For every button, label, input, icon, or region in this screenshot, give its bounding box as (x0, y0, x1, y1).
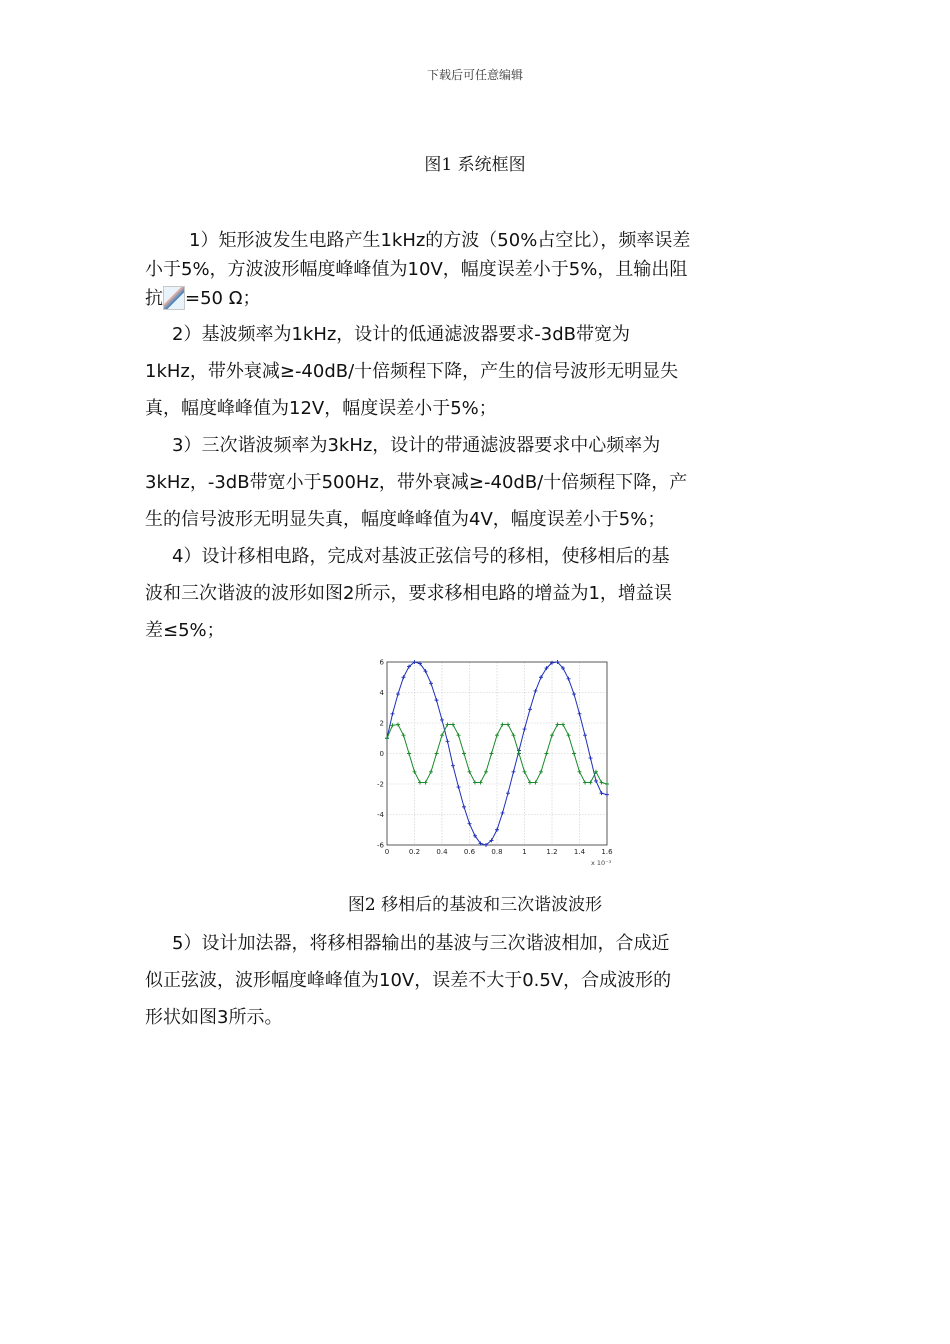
broken-image-icon (163, 286, 185, 310)
item3-paragraph (145, 427, 805, 538)
item3-line2: 3kHz，-3dB带宽小于500Hz，带外衰减≥-40dB/十倍频程下降，产 (145, 472, 688, 493)
item1-paragraph (145, 226, 805, 313)
item3-line1: 3）三次谐波频率为3kHz，设计的带通滤波器要求中心频率为 (172, 435, 661, 456)
x-exponent-label: x 10⁻³ (591, 859, 612, 865)
y-tick-label: -2 (377, 780, 384, 789)
item5-line2: 似正弦波，波形幅度峰峰值为10V，误差不大于0.5V，合成波形的 (145, 970, 672, 991)
item2-line1: 2）基波频率为1kHz，设计的低通滤波器要求-3dB带宽为 (172, 324, 631, 345)
y-tick-label: -4 (377, 811, 384, 819)
item5-paragraph (145, 925, 805, 1036)
x-tick-label: 1.6 (601, 848, 613, 856)
item5-line1: 5）设计加法器，将移相器输出的基波与三次谐波相加，合成近 (172, 933, 670, 954)
x-tick-label: 1.4 (573, 848, 586, 856)
y-tick-label: 6 (379, 658, 384, 667)
item4-line1: 4）设计移相电路，完成对基波正弦信号的移相，使移相后的基 (172, 546, 670, 567)
item1-line1: 1）矩形波发生电路产生1kHz的方波（50%占空比），频率误差 (189, 230, 691, 251)
item2-paragraph (145, 316, 805, 427)
item5-line3: 形状如图3所示。 (145, 1007, 283, 1028)
item2-line2: 1kHz，带外衰减≥-40dB/十倍频程下降，产生的信号波形无明显失 (145, 361, 679, 382)
y-tick-label: 2 (379, 719, 384, 728)
item4-line3: 差≤5%； (145, 620, 225, 641)
figure1-caption: 图1 系统框图 (424, 155, 526, 175)
x-tick-label: 0.8 (491, 848, 503, 856)
item1-line3 (145, 284, 805, 313)
waveform-chart (370, 655, 620, 865)
item3-line3: 生的信号波形无明显失真，幅度峰峰值为4V，幅度误差小于5%； (145, 509, 666, 530)
item2-line3: 真，幅度峰峰值为12V，幅度误差小于5%； (145, 398, 497, 419)
x-tick-label: 1.2 (546, 848, 558, 856)
y-tick-label: -6 (377, 841, 384, 850)
page-header: 下载后可任意编辑 (426, 68, 523, 82)
x-tick-label: 0.6 (463, 848, 476, 856)
item4-line2: 波和三次谐波的波形如图2所示，要求移相电路的增益为1，增益误 (145, 583, 672, 604)
item1-line3-b: =50 Ω； (185, 288, 261, 309)
item4-paragraph (145, 538, 805, 649)
x-tick-label: 0 (384, 848, 390, 856)
x-tick-label: 0.4 (436, 848, 448, 856)
figure2-caption: 图2 移相后的基波和三次谐波波形 (347, 895, 603, 915)
x-tick-label: 1 (522, 848, 527, 856)
y-tick-label: 0 (379, 750, 384, 758)
x-tick-label: 0.2 (408, 848, 421, 856)
item1-line3-a: 抗 (145, 288, 163, 309)
item1-line2: 小于5%，方波波形幅度峰峰值为10V，幅度误差小于5%，且输出阻 (145, 259, 688, 280)
y-tick-label: 4 (379, 689, 384, 697)
